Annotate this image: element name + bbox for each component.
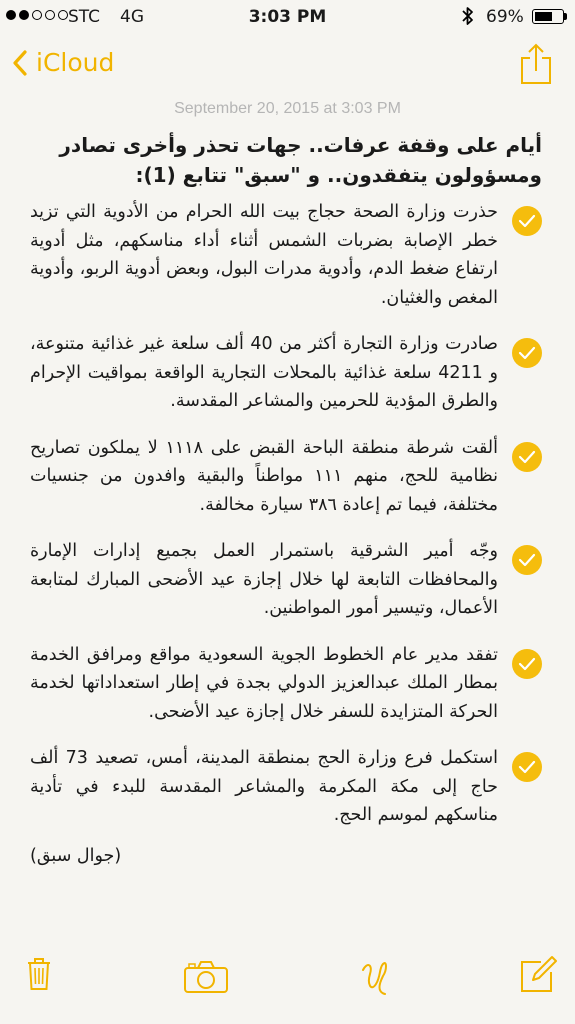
note-title: أيام على وقفة عرفات.. جهات تحذر وأخرى تصادر ومسؤولون يتفقدون.. و "سبق" تتابع (1): [59,133,542,187]
share-icon [519,42,553,86]
checklist-item-text: ألقت شرطة منطقة الباحة القبض على ١١١٨ لا يملكون تصاريح نظامية للحج، منهم ١١١ مواطناً والبقية وافدون من جنسيات مختلفة، فيما تم إعادة ٣٨٦ سيارة مخالفة. [30,437,498,515]
checklist-item-text: استكمل فرع وزارة الحج بمنطقة المدينة، أمس، تصعيد 73 ألف حاج إلى مكة المكرمة والمشاعر المقدسة للبدء في تأدية مناسكهم لموسم الحج. [30,748,498,825]
camera-icon [183,960,229,994]
carrier-name: STC [68,7,101,27]
checklist-item-text: تفقد مدير عام الخطوط الجوية السعودية مواقع ومرافق الخدمة بمطار الملك عبدالعزيز الدولي بجدة في إطار استعداداتها لخدمة الحركة المتزايدة للسفر خلال إجازة عيد الأضحى. [30,644,498,722]
checklist-item-text: صادرت وزارة التجارة أكثر من 40 ألف سلعة غير غذائية متنوعة، و 4211 سلعة غذائية بالمحلات التجارية الواقعة بمواقيت الإحرام والطرق المؤدية للحرمين والمشاعر المقدسة. [30,334,499,411]
checklist-item [30,641,542,727]
note-source: (جوال سبق) [30,845,122,866]
checklist-item-text: وجّه أمير الشرقية باستمرار العمل بجميع إدارات الإمارة والمحافظات التابعة لها خلال إجازة عيد الأضحى المبارك لمتابعة الأعمال، وتيسير أمور المواطنين. [30,541,498,618]
battery-fill [535,12,552,21]
checklist-item [30,744,542,830]
back-button[interactable] [12,48,114,77]
checked-circle-icon[interactable] [512,752,542,782]
battery-tip [564,13,567,20]
battery-icon [532,9,564,24]
note-date: September 20, 2015 at 3:03 PM [174,100,401,117]
sketch-button[interactable] [357,958,391,1002]
delete-button[interactable] [26,956,52,996]
checklist-item [30,198,542,312]
share-button[interactable] [519,42,553,90]
bluetooth-icon [461,6,475,31]
nav-bar [0,34,575,94]
checklist-item [30,434,542,520]
checklist-item [30,537,542,623]
back-label: iCloud [36,48,115,77]
battery-percent: 69% [486,7,524,27]
status-bar [0,0,575,34]
camera-button[interactable] [183,960,229,998]
checked-circle-icon[interactable] [512,545,542,575]
checked-circle-icon[interactable] [512,206,542,236]
compose-icon [519,954,557,994]
checklist-item [30,330,542,416]
bottom-toolbar [0,934,575,1024]
network-type: 4G [120,7,144,27]
checked-circle-icon[interactable] [512,338,542,368]
checked-circle-icon[interactable] [512,442,542,472]
checklist-item-text: حذرت وزارة الصحة حجاج بيت الله الحرام من الأدوية التي تزيد خطر الإصابة بضربات الشمس أثناء أداء مناسكهم، مثل أدوية ارتفاع ضغط الدم، وأدوية مدرات البول، وبعض أدوية الربو، وأدوية المغص والغثيان. [30,202,498,308]
trash-icon [26,956,52,992]
status-time: 3:03 PM [248,7,327,27]
note-body[interactable] [30,130,542,870]
compose-button[interactable] [519,954,557,998]
sketch-icon [357,958,391,998]
chevron-left-icon [12,49,28,77]
checked-circle-icon[interactable] [512,649,542,679]
